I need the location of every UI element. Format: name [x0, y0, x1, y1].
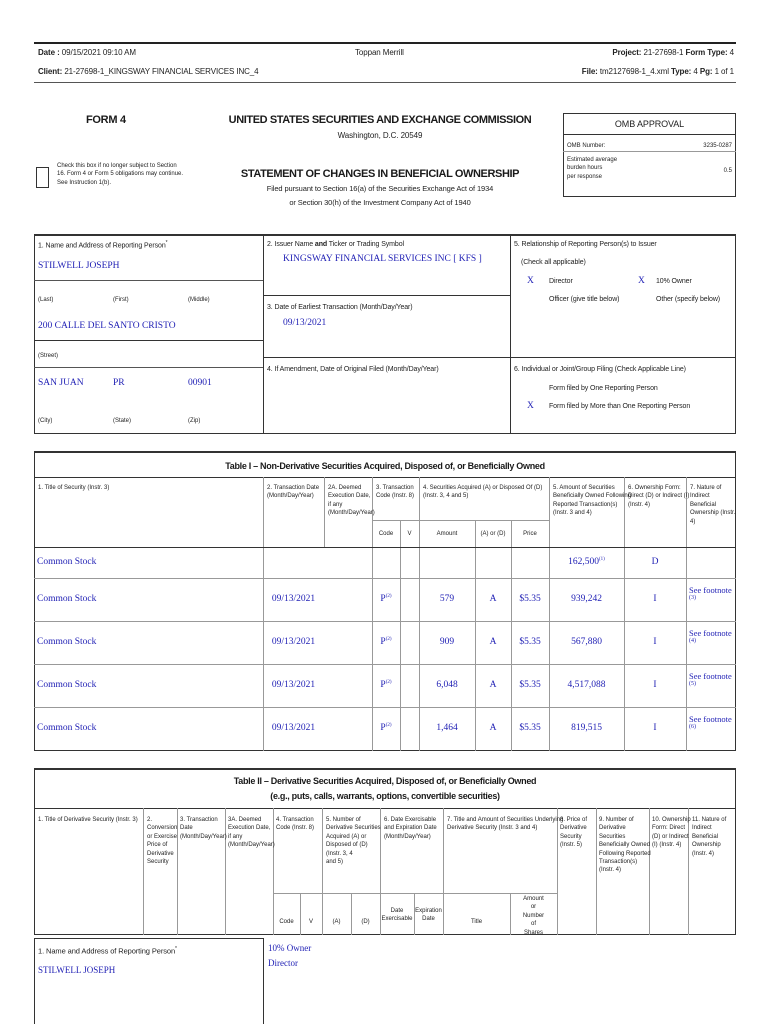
row-nature-text: See footnote: [689, 585, 732, 595]
t1-h1: 1. Title of Security (Instr. 3): [38, 485, 110, 491]
t2-v7: [443, 808, 444, 935]
box1-label: 1. Name and Address of Reporting Person*: [38, 240, 168, 250]
row-owned-following: [549, 594, 624, 604]
row-code-footnote: (2): [385, 679, 392, 685]
t2-h10: 10. Ownership Form: Direct (D) or Indirect (I) (Instr. 4): [652, 817, 691, 849]
row-nature-text: See footnote: [689, 714, 732, 724]
footer-rel-1: 10% Owner: [268, 943, 312, 953]
director-label: Director: [549, 278, 573, 285]
header-bottom-rule: [34, 82, 736, 83]
t2-sub-title: Title: [470, 919, 483, 925]
checkbox-instructions: Check this box if no longer subject to Section 16. Form 4 or Form 5 obligations may continue. See Instruction 1(b).: [57, 163, 184, 186]
t1-h7: 7. Nature of Indirect Beneficial Ownership (Instr. 4): [690, 485, 736, 525]
street-address: 200 CALLE DEL SANTO CRISTO: [38, 321, 176, 331]
row-code: [372, 637, 400, 647]
t2-sub-d: (D): [361, 919, 370, 925]
agency-title: UNITED STATES SECURITIES AND EXCHANGE COMMISSION: [228, 114, 532, 126]
director-mark[interactable]: X: [527, 276, 534, 286]
row-nature: [689, 585, 735, 602]
row-code-value: P: [380, 593, 386, 604]
last-label: (Last): [38, 297, 54, 303]
burden-label: Estimated average burden hours per response: [567, 157, 618, 180]
footer-left-edge: [34, 938, 35, 1024]
zip-label: (Zip): [188, 418, 201, 424]
header-project: Project: 21-27698-1 Form Type: 4: [612, 48, 734, 57]
row-a-or-d: A: [489, 722, 497, 733]
omb-number-value: 3235-0287: [703, 143, 732, 149]
row-ownership-form: I: [653, 722, 657, 733]
row-nature-footnote: (5): [689, 681, 696, 688]
filing-one-label: Form filed by One Reporting Person: [549, 385, 658, 392]
row-code-value: P: [380, 722, 386, 733]
t1-sub-price: Price: [523, 531, 537, 537]
row-transaction-date: 09/13/2021: [271, 593, 316, 604]
t1-header-rule: [34, 547, 736, 548]
row-amount: 909: [439, 636, 455, 647]
t2-h1: 1. Title of Derivative Security (Instr. 3): [38, 817, 138, 823]
t1-sub-aord: (A) or (D): [480, 531, 506, 537]
street-rule: [34, 367, 263, 368]
row-amount: 6,048: [436, 679, 458, 690]
name-rule: [34, 280, 263, 281]
t2-h5: 5. Number of Derivative Securities Acquired (A) or Disposed of (D) (Instr. 3, 4 and 5): [326, 817, 381, 865]
footer-name: STILWELL JOSEPH: [38, 965, 116, 975]
t2-h9: 9. Number of Derivative Securities Beneficially Owned Following Reported Transaction(s) (Instr. 4): [599, 817, 651, 874]
footer-divider: [263, 938, 264, 1024]
box2-label: 2. Issuer Name and Ticker or Trading Symbol: [267, 241, 404, 248]
middle-label: (Middle): [188, 297, 210, 303]
row-amount: 1,464: [436, 722, 458, 733]
t2-sub-date-ex: Date Exercisable: [381, 908, 413, 923]
row-owned-following: [549, 680, 624, 690]
reporting-person-name: STILWELL JOSEPH: [38, 261, 120, 271]
row-amount: 579: [439, 593, 455, 604]
other-label: Other (specify below): [656, 296, 721, 303]
ten-pct-mark[interactable]: X: [638, 276, 645, 286]
t2-v5: [322, 808, 323, 935]
t2-sub-code: Code: [279, 919, 294, 925]
state-label: (State): [113, 418, 132, 424]
t1-h6: 6. Ownership Form: Direct (D) or Indirect (I) (Instr. 4): [628, 485, 690, 508]
row-price: $5.35: [519, 593, 541, 604]
box4-label: 4. If Amendment, Date of Original Filed (Month/Day/Year): [267, 366, 439, 373]
t1-v7: [686, 477, 687, 751]
row-security-title: Common Stock: [37, 679, 97, 690]
first-label: (First): [113, 297, 129, 303]
officer-label: Officer (give title below): [549, 296, 620, 303]
filed-pursuant-2: or Section 30(h) of the Investment Company Act of 1940: [289, 198, 471, 207]
t2-v-a: [351, 893, 352, 935]
footer-label: 1. Name and Address of Reporting Person*: [38, 946, 177, 956]
t1-v1: [263, 477, 264, 751]
zip: 00901: [188, 378, 212, 388]
t1-v6: [624, 477, 625, 751]
city: SAN JUAN: [38, 378, 84, 388]
row-price: $5.35: [519, 722, 541, 733]
row-transaction-date: 09/13/2021: [271, 679, 316, 690]
table1-title-rule: [34, 477, 736, 478]
t2-sub-amount: Amount or Number of Shares: [522, 896, 545, 936]
t1-sub-rule: [372, 520, 549, 521]
row-code: [372, 594, 400, 604]
t2-h2: 2. Conversion or Exercise Price of Derivative Security: [147, 817, 178, 865]
row-owned-footnote: (1): [599, 557, 605, 562]
t1-v4: [419, 477, 420, 751]
table-row-separator: [34, 664, 736, 665]
t2-h8: 8. Price of Derivative Security (Instr. 5): [560, 817, 588, 849]
agency-location: Washington, D.C. 20549: [337, 131, 423, 140]
t2-h7: 7. Title and Amount of Securities Underlying Derivative Security (Instr. 3 and 4): [447, 817, 564, 832]
row-code-value: P: [380, 636, 386, 647]
t2-sub-rule: [273, 893, 557, 894]
form-name: FORM 4: [86, 114, 126, 126]
row-security-title: Common Stock: [37, 593, 97, 604]
row-ownership-form: I: [653, 593, 657, 604]
table1-title: Table I – Non-Derivative Securities Acquired, Disposed of, or Beneficially Owned: [225, 461, 545, 471]
rs-divider-1: [263, 234, 264, 434]
t2-sub-exp: Expiration Date: [415, 908, 442, 923]
rs-h-2: [263, 357, 736, 358]
t2-h6: 6. Date Exercisable and Expiration Date (Month/Day/Year): [384, 817, 437, 840]
t2-h4: 4. Transaction Code (Instr. 8): [276, 817, 315, 832]
rs-divider-2: [510, 234, 511, 434]
row-ownership-form: D: [651, 557, 659, 567]
t1-h4: 4. Securities Acquired (A) or Disposed Of (D) (Instr. 3, 4 and 5): [423, 485, 543, 500]
row-nature-text: See footnote: [689, 671, 732, 681]
earliest-transaction-date: 09/13/2021: [283, 318, 327, 328]
box3-label: 3. Date of Earliest Transaction (Month/Day/Year): [267, 304, 413, 311]
filing-more-mark[interactable]: X: [527, 401, 534, 411]
table2-title: Table II – Derivative Securities Acquired, Disposed of, or Beneficially Owned: [233, 776, 537, 786]
row-code-value: P: [380, 679, 386, 690]
t2-sub-a: (A): [332, 919, 341, 925]
burden-value: 0.5: [723, 168, 732, 174]
row-nature: [689, 628, 735, 645]
row-nature-footnote: (6): [689, 724, 696, 731]
t1-v-amount: [475, 520, 476, 751]
issuer-name: KINGSWAY FINANCIAL SERVICES INC [ KFS ]: [283, 254, 482, 264]
box5-sub: (Check all applicable): [521, 259, 586, 266]
row-transaction-date: 09/13/2021: [271, 722, 316, 733]
row-code: [372, 680, 400, 690]
row-nature: [689, 671, 735, 688]
table-row-separator: [34, 578, 736, 579]
t1-v3: [372, 477, 373, 751]
row-nature-text: See footnote: [689, 628, 732, 638]
table-row-separator: [34, 707, 736, 708]
t2-h11: 11. Nature of Indirect Beneficial Ownership (Instr. 4): [692, 817, 727, 857]
row-owned-value: 4,517,088: [567, 679, 606, 690]
t1-h3: 3. Transaction Code (Instr. 8): [376, 485, 415, 500]
row-price: $5.35: [519, 679, 541, 690]
omb-rule-1: [563, 134, 736, 135]
t1-h2: 2. Transaction Date (Month/Day/Year): [267, 485, 320, 500]
t2-sub-v: V: [308, 919, 313, 925]
t2-v-code: [300, 893, 301, 935]
row-a-or-d: A: [489, 636, 497, 647]
t1-h5: 5. Amount of Securities Beneficially Owned Following Reported Transaction(s) (Instr. 3 and 4): [553, 485, 632, 517]
row-code-footnote: (2): [385, 722, 392, 728]
row-transaction-date: 09/13/2021: [271, 636, 316, 647]
header-file: File: tm2127698-1_4.xml Type: 4 Pg: 1 of 1: [581, 67, 734, 76]
row-ownership-form: I: [653, 679, 657, 690]
statement-title: STATEMENT OF CHANGES IN BENEFICIAL OWNERSHIP: [240, 168, 520, 180]
omb-rule-2: [563, 151, 736, 152]
rs-h-1: [263, 295, 510, 296]
t1-sub-amount: Amount: [436, 531, 458, 537]
state: PR: [113, 378, 125, 388]
t1-sub-v: V: [407, 531, 412, 537]
street-label: (Street): [38, 353, 59, 359]
filed-pursuant-1: Filed pursuant to Section 16(a) of the Securities Exchange Act of 1934: [266, 184, 494, 193]
row-nature-footnote: (4): [689, 638, 696, 645]
row-a-or-d: A: [489, 679, 497, 690]
omb-title: OMB APPROVAL: [614, 119, 685, 129]
table-row-separator: [34, 621, 736, 622]
box5-label: 5. Relationship of Reporting Person(s) to Issuer: [514, 241, 657, 248]
row-security-title: Common Stock: [37, 557, 97, 567]
table2-subtitle: (e.g., puts, calls, warrants, options, convertible securities): [270, 791, 500, 801]
row-owned-value: 567,880: [571, 636, 602, 647]
t2-v1: [143, 808, 144, 935]
header-top-rule: [34, 42, 736, 44]
row-security-title: Common Stock: [37, 722, 97, 733]
row-owned-value: 162,500: [568, 557, 600, 568]
row-a-or-d: A: [489, 593, 497, 604]
ten-pct-label: 10% Owner: [656, 278, 692, 285]
footer-rel-2: Director: [268, 958, 298, 968]
row-owned-following: [549, 637, 624, 647]
row-owned-value: 939,242: [571, 593, 602, 604]
omb-number-label: OMB Number:: [567, 143, 606, 149]
t1-v5: [549, 477, 550, 751]
t1-v-aord: [511, 520, 512, 751]
header-client: Client: 21-27698-1_KINGSWAY FINANCIAL SERVICES INC_4: [38, 67, 259, 76]
t2-h3a: 3A. Deemed Execution Date, if any (Month/Day/Year): [228, 817, 275, 849]
city-label: (City): [38, 418, 53, 424]
row-nature-footnote: (3): [689, 595, 696, 602]
row-owned-value: 819,515: [571, 722, 602, 733]
t2-v9: [596, 808, 597, 935]
t1-h2a: 2A. Deemed Execution Date, if any (Month/Day/Year): [328, 485, 375, 517]
row-nature: [689, 714, 735, 731]
t1-v-code: [400, 520, 401, 751]
row-code: [372, 723, 400, 733]
footer-rule: [34, 938, 263, 939]
row-code-footnote: (2): [385, 636, 392, 642]
filing-more-label: Form filed by More than One Reporting Person: [549, 403, 691, 410]
no-longer-subject-checkbox[interactable]: [36, 167, 49, 188]
row-security-title: Common Stock: [37, 636, 97, 647]
box6-label: 6. Individual or Joint/Group Filing (Check Applicable Line): [514, 366, 686, 373]
row-code-footnote: (2): [385, 593, 392, 599]
row-ownership-form: I: [653, 636, 657, 647]
t1-sub-code: Code: [378, 531, 394, 537]
rs-h-left: [34, 340, 263, 341]
header-date: Date : 09/15/2021 09:10 AM: [38, 48, 136, 57]
row-price: $5.35: [519, 636, 541, 647]
header-printer: Toppan Merrill: [355, 48, 404, 57]
t2-h3: 3. Transaction Date (Month/Day/Year): [180, 817, 227, 840]
row-owned-following: [549, 723, 624, 733]
t1-v2: [324, 477, 325, 547]
table2-title-rule: [34, 808, 736, 809]
row-owned-following: [549, 557, 624, 567]
